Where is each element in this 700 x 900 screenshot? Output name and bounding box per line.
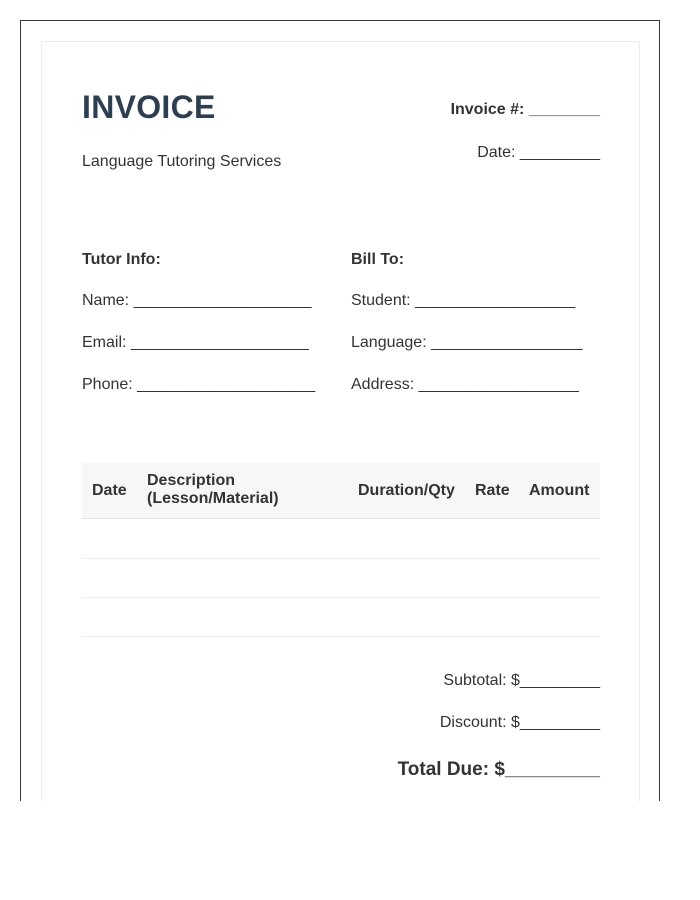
column-header-amount: Amount — [529, 482, 590, 499]
column-header-description-line2: (Lesson/Material) — [147, 490, 279, 507]
tutor-email-field[interactable]: Email: ____________________ — [82, 334, 309, 351]
invoice-date-field[interactable]: Date: _________ — [477, 144, 600, 161]
column-header-description-line1: Description — [147, 472, 236, 489]
discount-field[interactable]: Discount: $_________ — [439, 714, 600, 731]
address-field[interactable]: Address: __________________ — [351, 376, 579, 393]
invoice-title: INVOICE — [82, 89, 216, 125]
student-field[interactable]: Student: __________________ — [351, 292, 576, 309]
invoice-number-field[interactable]: Invoice #: ________ — [450, 101, 600, 118]
line-items-table-header — [82, 463, 600, 519]
language-field[interactable]: Language: _________________ — [351, 334, 583, 351]
tutor-phone-field[interactable]: Phone: ____________________ — [82, 376, 316, 393]
subtotal-field[interactable]: Subtotal: $_________ — [443, 672, 600, 689]
total-due-field[interactable]: Total Due: $_________ — [397, 759, 600, 780]
column-header-description — [147, 472, 279, 508]
bill-to-heading: Bill To: — [351, 251, 405, 268]
invoice-subtitle: Language Tutoring Services — [82, 153, 282, 170]
table-row[interactable] — [82, 597, 600, 598]
tutor-name-field[interactable]: Name: ____________________ — [82, 292, 312, 309]
tutor-info-heading: Tutor Info: — [82, 251, 161, 268]
table-row[interactable] — [82, 558, 600, 559]
column-header-rate: Rate — [475, 482, 510, 499]
column-header-duration: Duration/Qty — [358, 482, 455, 499]
column-header-date: Date — [92, 482, 127, 499]
table-row[interactable] — [82, 636, 600, 637]
